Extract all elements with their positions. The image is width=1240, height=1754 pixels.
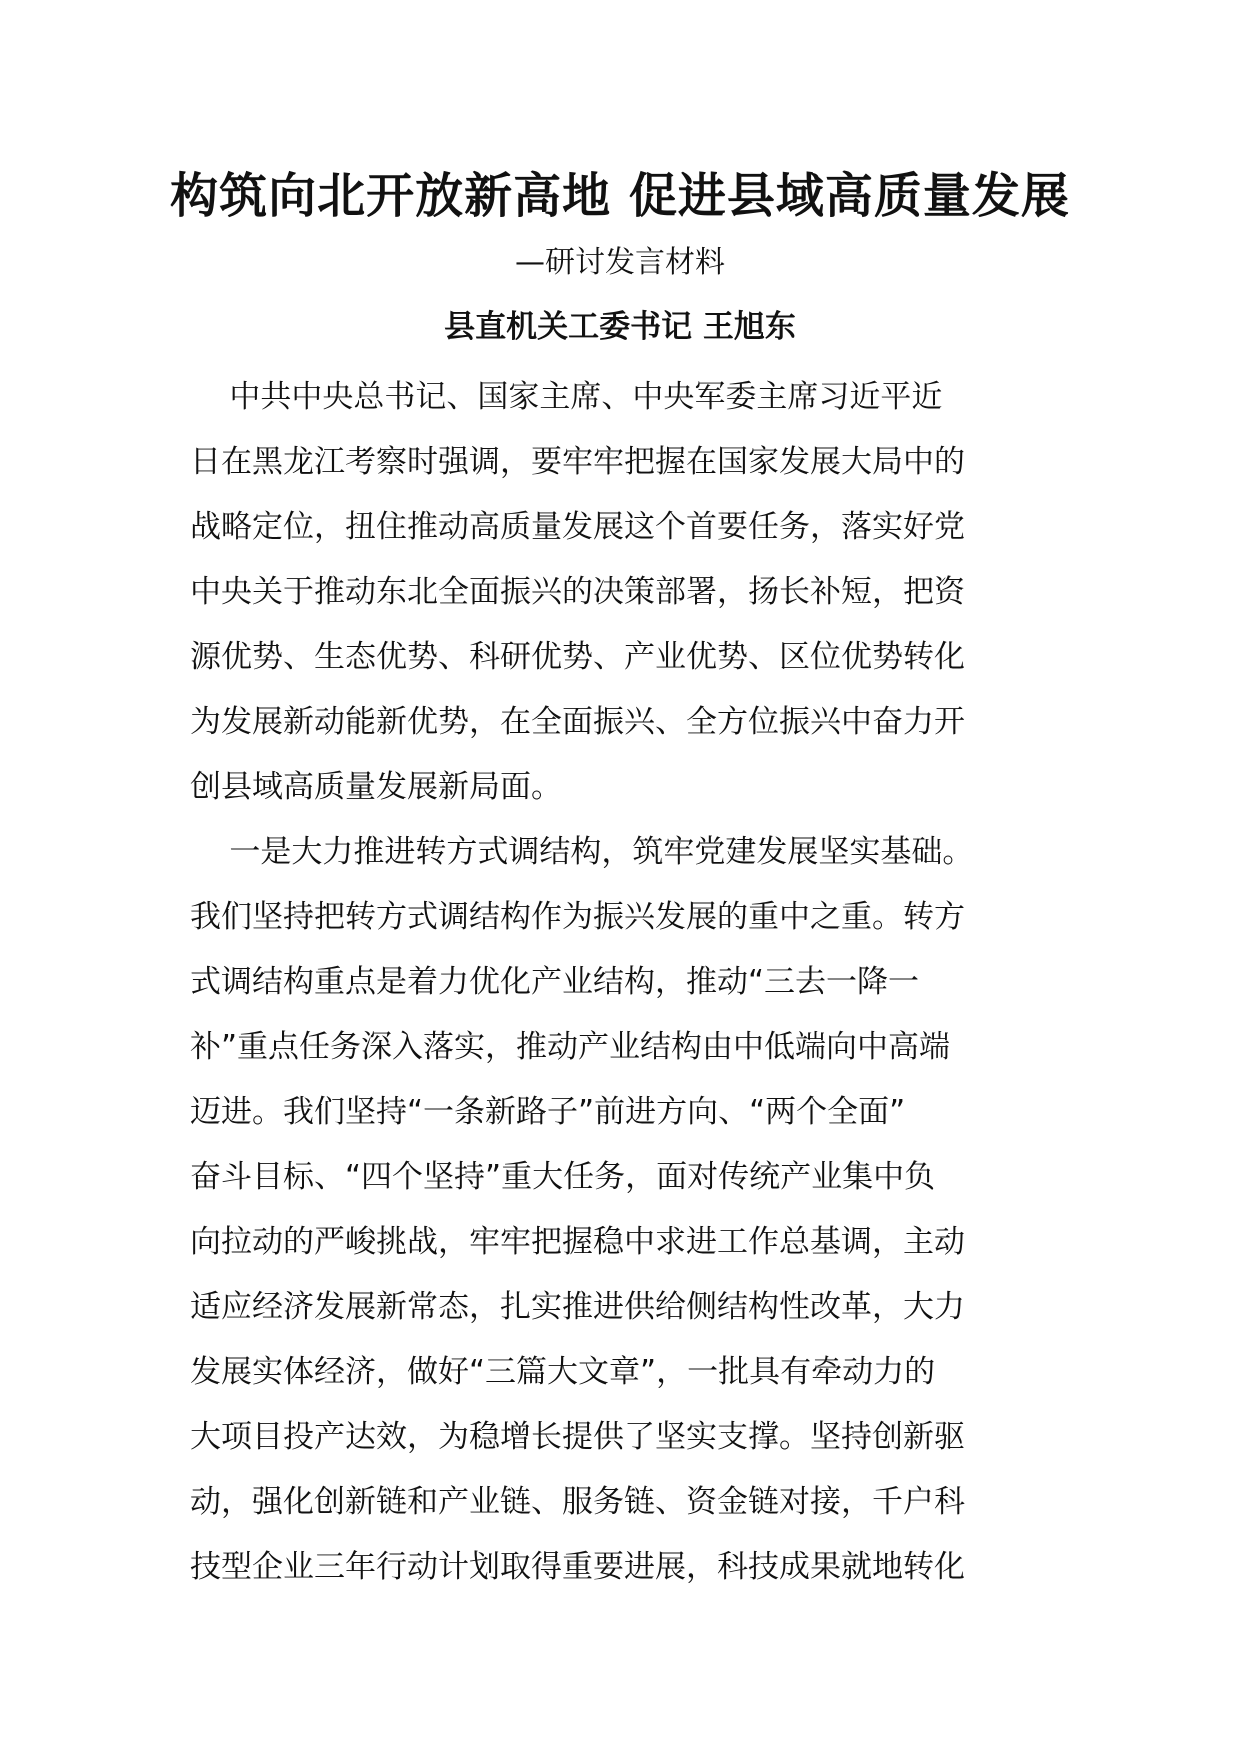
- body-line: 中央关于推动东北全面振兴的决策部署，扬长补短，把资: [190, 574, 965, 610]
- body-line: 补”重点任务深入落实，推动产业结构由中低端向中高端: [190, 1029, 951, 1065]
- body-line: 中共中央总书记、国家主席、中央军委主席习近平近: [190, 379, 943, 415]
- document-author: 县直机关工委书记 王旭东: [444, 309, 796, 345]
- body-line: 发展实体经济，做好“三篇大文章”，一批具有牵动力的: [190, 1354, 936, 1390]
- document-subtitle: —研讨发言材料: [515, 245, 725, 280]
- body-line: 动，强化创新链和产业链、服务链、资金链对接，千户科: [190, 1484, 965, 1520]
- body-line: 技型企业三年行动计划取得重要进展，科技成果就地转化: [190, 1549, 965, 1585]
- document-body: [190, 372, 1090, 1607]
- document-title: 构筑向北开放新高地 促进县域高质量发展: [170, 168, 1070, 224]
- body-line: 战略定位，扭住推动高质量发展这个首要任务，落实好党: [190, 509, 965, 545]
- body-line: 适应经济发展新常态，扎实推进供给侧结构性改革，大力: [190, 1289, 965, 1325]
- body-line: 迈进。我们坚持“一条新路子”前进方向、“两个全面”: [190, 1094, 906, 1130]
- body-line: 奋斗目标、“四个坚持”重大任务，面对传统产业集中负: [190, 1159, 936, 1195]
- body-line: 创县域高质量发展新局面。: [190, 769, 562, 805]
- body-line: 源优势、生态优势、科研优势、产业优势、区位优势转化: [190, 639, 965, 675]
- body-line: 式调结构重点是着力优化产业结构，推动“三去一降一: [190, 964, 920, 1000]
- body-line: 我们坚持把转方式调结构作为振兴发展的重中之重。转方: [190, 899, 965, 935]
- body-line: 一是大力推进转方式调结构，筑牢党建发展坚实基础。: [190, 834, 974, 870]
- body-line: 向拉动的严峻挑战，牢牢把握稳中求进工作总基调，主动: [190, 1224, 965, 1260]
- body-line: 日在黑龙江考察时强调，要牢牢把握在国家发展大局中的: [190, 444, 965, 480]
- body-line: 大项目投产达效，为稳增长提供了坚实支撑。坚持创新驱: [190, 1419, 965, 1455]
- body-line: 为发展新动能新优势，在全面振兴、全方位振兴中奋力开: [190, 704, 965, 740]
